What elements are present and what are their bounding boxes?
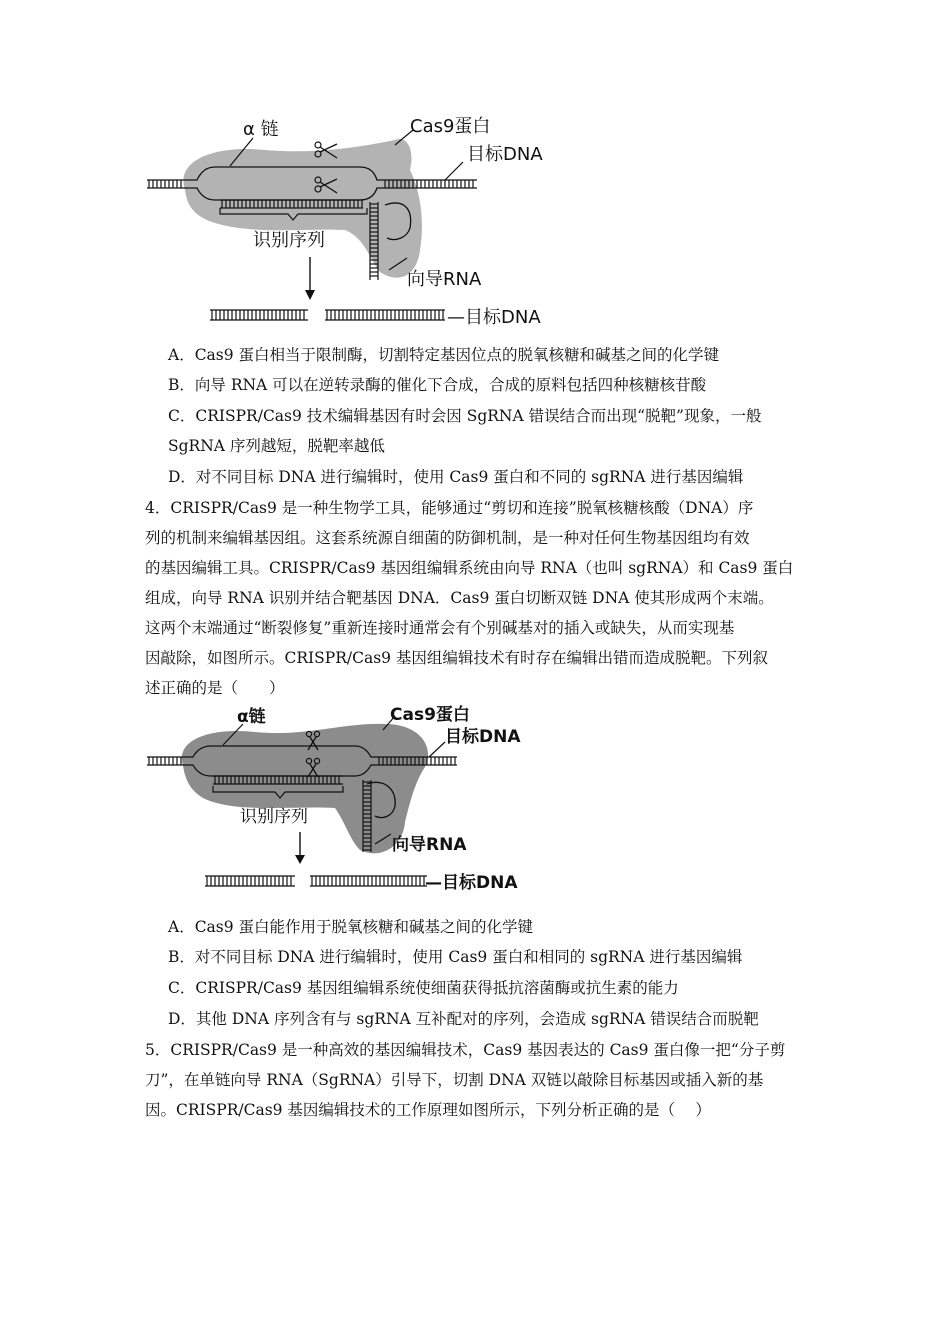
- q3-option-b: B．向导 RNA 可以在逆转录酶的催化下合成，合成的原料包括四种核糖核苷酸: [168, 376, 707, 394]
- q3-option-c-cont: SgRNA 序列越短，脱靶率越低: [168, 437, 385, 455]
- q5-stem-line: 刀”，在单链向导 RNA（SgRNA）引导下，切割 DNA 双链以敲除目标基因或插入新的基: [145, 1071, 764, 1089]
- figure-1-crispr-diagram: [145, 110, 565, 335]
- q3-option-c: C．CRISPR/Cas9 技术编辑基因有时会因 SgRNA 错误结合而出现“脱靶”现象，一般: [168, 407, 762, 425]
- alpha-chain-label: α 链: [243, 119, 279, 140]
- q4-option-b: B．对不同目标 DNA 进行编辑时，使用 Cas9 蛋白和相同的 sgRNA 进行基因编辑: [168, 948, 743, 966]
- target-dna-label-bottom: —目标DNA: [425, 873, 518, 893]
- q5-stem-line: 因。CRISPR/Cas9 基因编辑技术的工作原理如图所示，下列分析正确的是（ ）: [145, 1101, 711, 1119]
- cas9-protein-label: Cas9蛋白: [390, 705, 470, 725]
- guide-rna-label: 向导RNA: [392, 835, 467, 855]
- q4-stem-line: 述正确的是（ ）: [145, 679, 285, 697]
- target-dna-left-segment: [147, 757, 185, 765]
- figure-1-svg: [145, 110, 565, 335]
- q4-option-a: A．Cas9 蛋白能作用于脱氧核糖和碱基之间的化学键: [168, 918, 534, 936]
- target-dna-label-top: 目标DNA: [445, 727, 521, 747]
- target-pointer-line: [429, 742, 445, 757]
- target-pointer-line: [445, 162, 463, 180]
- q3-option-d: D．对不同目标 DNA 进行编辑时，使用 Cas9 蛋白和不同的 sgRNA 进行基因编辑: [168, 468, 744, 486]
- guide-rna-label: 向导RNA: [407, 269, 482, 290]
- target-dna-right-segment: [383, 180, 477, 188]
- figure-2-crispr-diagram: [145, 702, 545, 897]
- q3-option-a: A．Cas9 蛋白相当于限制酶，切割特定基因位点的脱氧核糖和碱基之间的化学键: [168, 346, 720, 364]
- down-arrow-head: [295, 855, 305, 864]
- target-dna-left-segment: [147, 180, 185, 188]
- q4-stem-line: 因敲除，如图所示。CRISPR/Cas9 基因组编辑技术有时存在编辑出错而造成脱靶。下列叙: [145, 649, 768, 667]
- q4-stem-line: 列的机制来编辑基因组。这套系统源自细菌的防御机制，是一种对任何生物基因组均有效: [145, 529, 750, 547]
- alpha-chain-label: α链: [237, 707, 266, 727]
- q4-option-c: C．CRISPR/Cas9 基因组编辑系统使细菌获得抵抗溶菌酶或抗生素的能力: [168, 979, 679, 997]
- cut-dna-left-fragment: [210, 310, 308, 320]
- down-arrow-head: [305, 290, 315, 300]
- cut-dna-right-fragment: [310, 876, 427, 886]
- q5-stem-line: 5．CRISPR/Cas9 是一种高效的基因编辑技术，Cas9 基因表达的 Cas9 蛋白像一把“分子剪: [145, 1041, 786, 1059]
- target-dna-label-top: 目标DNA: [467, 144, 543, 165]
- cas9-protein-label: Cas9蛋白: [410, 116, 491, 137]
- q4-option-d: D．其他 DNA 序列含有与 sgRNA 互补配对的序列，会造成 sgRNA 错误结合而脱靶: [168, 1010, 759, 1028]
- recognition-sequence-label: 识别序列: [253, 230, 325, 251]
- q4-stem-line: 组成，向导 RNA 识别并结合靶基因 DNA．Cas9 蛋白切断双链 DNA 使其形成两个末端。: [145, 589, 774, 607]
- q4-stem-line: 这两个末端通过“断裂修复”重新连接时通常会有个别碱基对的插入或缺失，从而实现基: [145, 619, 735, 637]
- cut-dna-left-fragment: [205, 876, 295, 886]
- cut-dna-right-fragment: [325, 310, 445, 320]
- q4-stem-line: 4．CRISPR/Cas9 是一种生物学工具，能够通过“剪切和连接”脱氧核糖核酸（DNA）序: [145, 499, 754, 517]
- q4-stem-line: 的基因编辑工具。CRISPR/Cas9 基因组编辑系统由向导 RNA（也叫 sgRNA）和 Cas9 蛋白: [145, 559, 794, 577]
- recognition-sequence-label: 识别序列: [240, 807, 308, 827]
- figure-2-svg: [145, 702, 545, 897]
- target-dna-label-bottom: —目标DNA: [447, 307, 541, 328]
